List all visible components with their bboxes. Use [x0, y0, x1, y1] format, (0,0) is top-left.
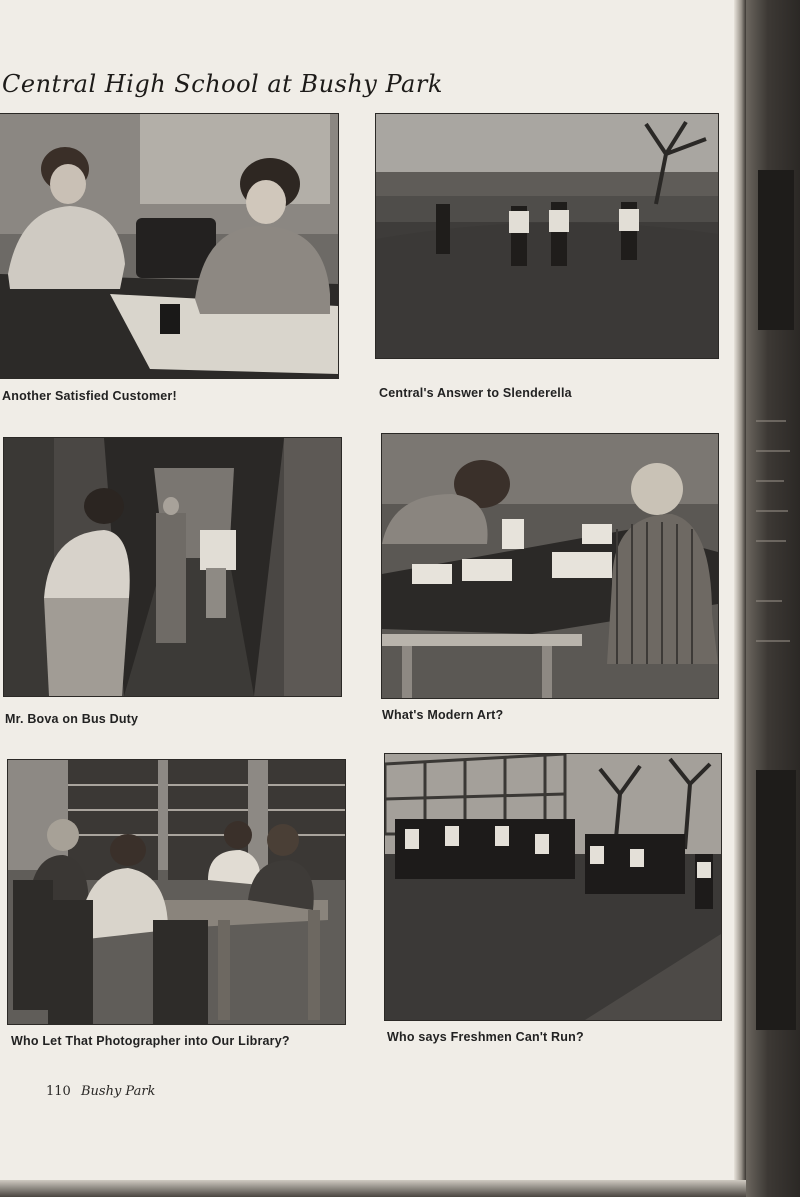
page-footer: [46, 1084, 155, 1099]
page-number: 110: [46, 1084, 71, 1099]
page-title: Central High School at Bushy Park: [2, 70, 443, 98]
photo-caption: What's Modern Art?: [382, 708, 504, 722]
photo-hallway: [4, 438, 341, 696]
photo-track: [376, 114, 718, 358]
book-gutter: [734, 0, 746, 1197]
photo-art-class: [382, 434, 718, 698]
publication-name: Bushy Park: [80, 1084, 156, 1099]
photo-freshmen-run: [385, 754, 721, 1020]
photo-caption: Central's Answer to Slenderella: [379, 386, 572, 400]
photo-library: [8, 760, 345, 1024]
photo-caption: Mr. Bova on Bus Duty: [5, 712, 139, 726]
photo-caption: Who Let That Photographer into Our Library?: [11, 1034, 290, 1048]
photo-caption: Another Satisfied Customer!: [2, 389, 177, 403]
photo-caption: Who says Freshmen Can't Run?: [387, 1030, 584, 1044]
adjacent-page-edge: [746, 0, 800, 1197]
photo-office: [0, 114, 338, 378]
page-bottom-edge: [0, 1180, 746, 1197]
